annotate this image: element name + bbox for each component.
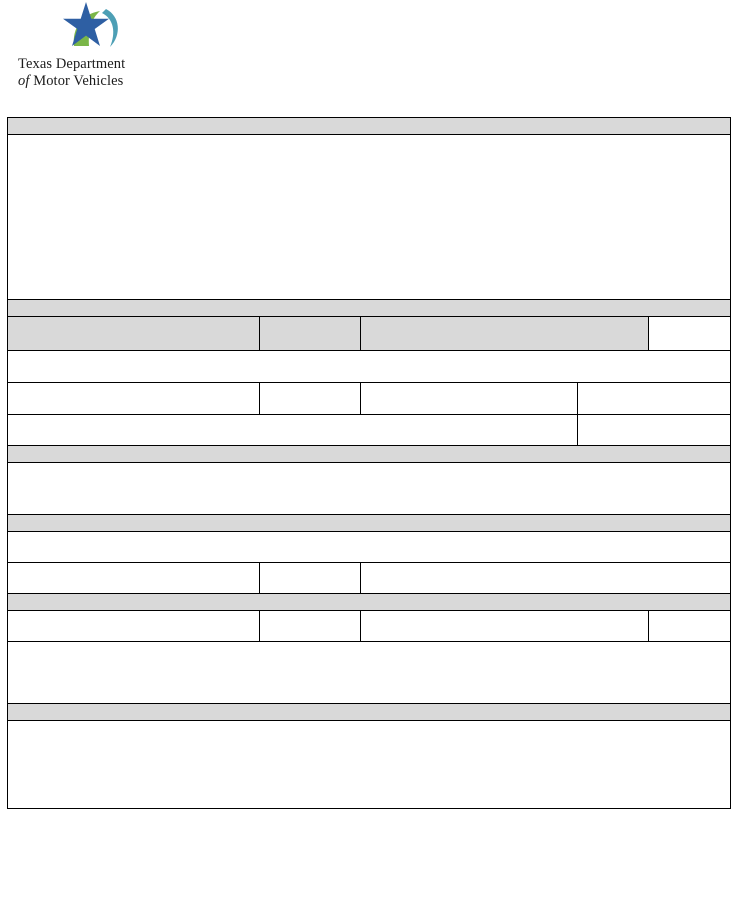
section-band-5	[8, 594, 731, 611]
row-a-col-4[interactable]	[578, 383, 731, 415]
section-row-c	[8, 563, 731, 594]
section-band-3	[8, 446, 731, 463]
logo-line-2-rest: Motor Vehicles	[33, 73, 124, 90]
logo-line-1: Texas Department	[18, 56, 126, 72]
row-b-col-2[interactable]	[578, 415, 731, 446]
logo-wordmark	[18, 56, 176, 90]
row-d-col-2[interactable]	[260, 611, 361, 642]
section-row-b	[8, 415, 731, 446]
logo-line-2-italic: of	[18, 73, 30, 90]
section-row-e	[8, 642, 731, 704]
section-band-6	[8, 704, 731, 721]
col-3[interactable]	[361, 317, 649, 351]
row-e-col-1[interactable]	[8, 642, 260, 704]
section-row-d	[8, 611, 731, 642]
section-fullwidth-1-field[interactable]	[8, 351, 731, 383]
star-icon	[62, 2, 128, 54]
row-e-col-2[interactable]	[260, 642, 361, 704]
form-table	[7, 117, 731, 809]
col-4[interactable]	[649, 317, 731, 351]
section-band-2	[8, 300, 731, 317]
row-c-col-3[interactable]	[361, 563, 731, 594]
section-body-1	[8, 135, 731, 300]
row-d-col-3[interactable]	[361, 611, 649, 642]
row-d-col-1[interactable]	[8, 611, 260, 642]
section-band-6-label	[8, 704, 731, 721]
section-band-2-label	[8, 300, 731, 317]
section-band-4	[8, 515, 731, 532]
section-fullwidth-1	[8, 351, 731, 383]
row-b-col-1[interactable]	[8, 415, 578, 446]
section-fullwidth-2-field[interactable]	[8, 532, 731, 563]
row-a-col-3[interactable]	[361, 383, 578, 415]
section-fullwidth-2	[8, 532, 731, 563]
row-d-col-4[interactable]	[649, 611, 731, 642]
section-band-1	[8, 118, 731, 135]
section-band-4-label	[8, 515, 731, 532]
section-row-a	[8, 383, 731, 415]
section-band-3-label	[8, 446, 731, 463]
section-body-1-content[interactable]	[8, 135, 731, 300]
tx-dmv-logo	[14, 2, 174, 100]
row-a-col-2[interactable]	[260, 383, 361, 415]
row-c-col-2[interactable]	[260, 563, 361, 594]
row-e-col-3[interactable]	[361, 642, 731, 704]
logo-line-2	[18, 73, 176, 90]
row-c-col-1[interactable]	[8, 563, 260, 594]
section-body-2-content[interactable]	[8, 463, 731, 515]
document-header	[0, 0, 738, 112]
section-header-row	[8, 317, 731, 351]
section-band-1-label	[8, 118, 731, 135]
row-a-col-1[interactable]	[8, 383, 260, 415]
section-band-5-label	[8, 594, 731, 611]
section-body-2	[8, 463, 731, 515]
col-2[interactable]	[260, 317, 361, 351]
col-1[interactable]	[8, 317, 260, 351]
section-body-3-content[interactable]	[8, 721, 731, 809]
section-body-3	[8, 721, 731, 809]
